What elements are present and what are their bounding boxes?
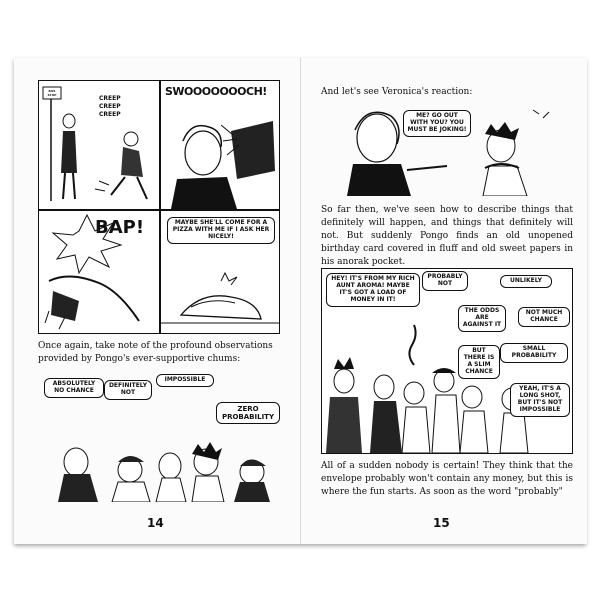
comic-panel-bap [38, 210, 160, 334]
bubble-not-much-chance: NOT MUCH CHANCE [518, 307, 570, 327]
bubble-probably-not: PROBABLY NOT [422, 271, 468, 291]
bubble-small-probability: SMALL PROBABILITY [500, 343, 568, 363]
sfx-bap: BAP! [95, 217, 145, 238]
right-paragraph: So far then, we've seen how to describe things that definitely will happen, and things that definitely will not. But suddenly Pongo finds an old unopened birthday card covered in fluff and old sweet papers in his anorak pocket. [321, 205, 573, 267]
swoosh-drawing [161, 81, 279, 209]
comic-panel-swoosh [160, 80, 280, 210]
comic-panel-crowd [321, 268, 573, 454]
bus-stop-sign: BUS STOP [47, 89, 57, 97]
bubble-absolutely-no-chance: ABSOLUTELY NO CHANCE [44, 378, 104, 398]
page-number-14: 14 [147, 516, 164, 530]
sfx-creep: CREEP CREEP CREEP [99, 95, 121, 118]
page-14 [14, 58, 300, 544]
bubble-odds: THE ODDS ARE AGAINST IT [458, 305, 506, 332]
page-15 [300, 58, 587, 544]
bubble-slim-chance: BUT THERE IS A SLIM CHANCE [458, 345, 500, 379]
bubble-unlikely: UNLIKELY [500, 275, 552, 288]
bubble-long-shot: YEAH, IT'S A LONG SHOT, BUT IT'S NOT IMPOSSIBLE [510, 383, 570, 417]
bubble-impossible: IMPOSSIBLE [156, 374, 214, 387]
right-intro: And let's see Veronica's reaction: [321, 87, 473, 97]
sfx-swoosh: SWOOOOOOOCH! [165, 85, 267, 98]
book-spread [14, 58, 586, 544]
bubble-pongo: HEY! IT'S FROM MY RICH AUNT AROMA! MAYBE IT'S GOT A LOAD OF MONEY IN IT! [326, 273, 420, 307]
speech-bubble-veronica: ME? GO OUT WITH YOU? YOU MUST BE JOKING! [403, 110, 471, 137]
comic-panel-bus-stop [38, 80, 160, 210]
speech-bubble-pizza: MAYBE SHE'LL COME FOR A PIZZA WITH ME IF I ASK HER NICELY! [167, 217, 275, 244]
bubble-definitely-not: DEFINITELY NOT [104, 380, 152, 400]
chums-cartoon [38, 374, 282, 502]
page-number-15: 15 [433, 516, 450, 530]
right-closing: All of a sudden nobody is certain! They think that the envelope probably won't contain any money, but this is where the fun starts. As soon as the word "probably" [321, 461, 573, 497]
bubble-zero-probability: ZERO PROBABILITY [216, 402, 280, 424]
left-caption: Once again, take note of the profound observations provided by Pongo's ever-supportive chums: [38, 341, 273, 364]
veronica-cartoon [327, 104, 567, 196]
comic-panel-pizza [160, 210, 280, 334]
